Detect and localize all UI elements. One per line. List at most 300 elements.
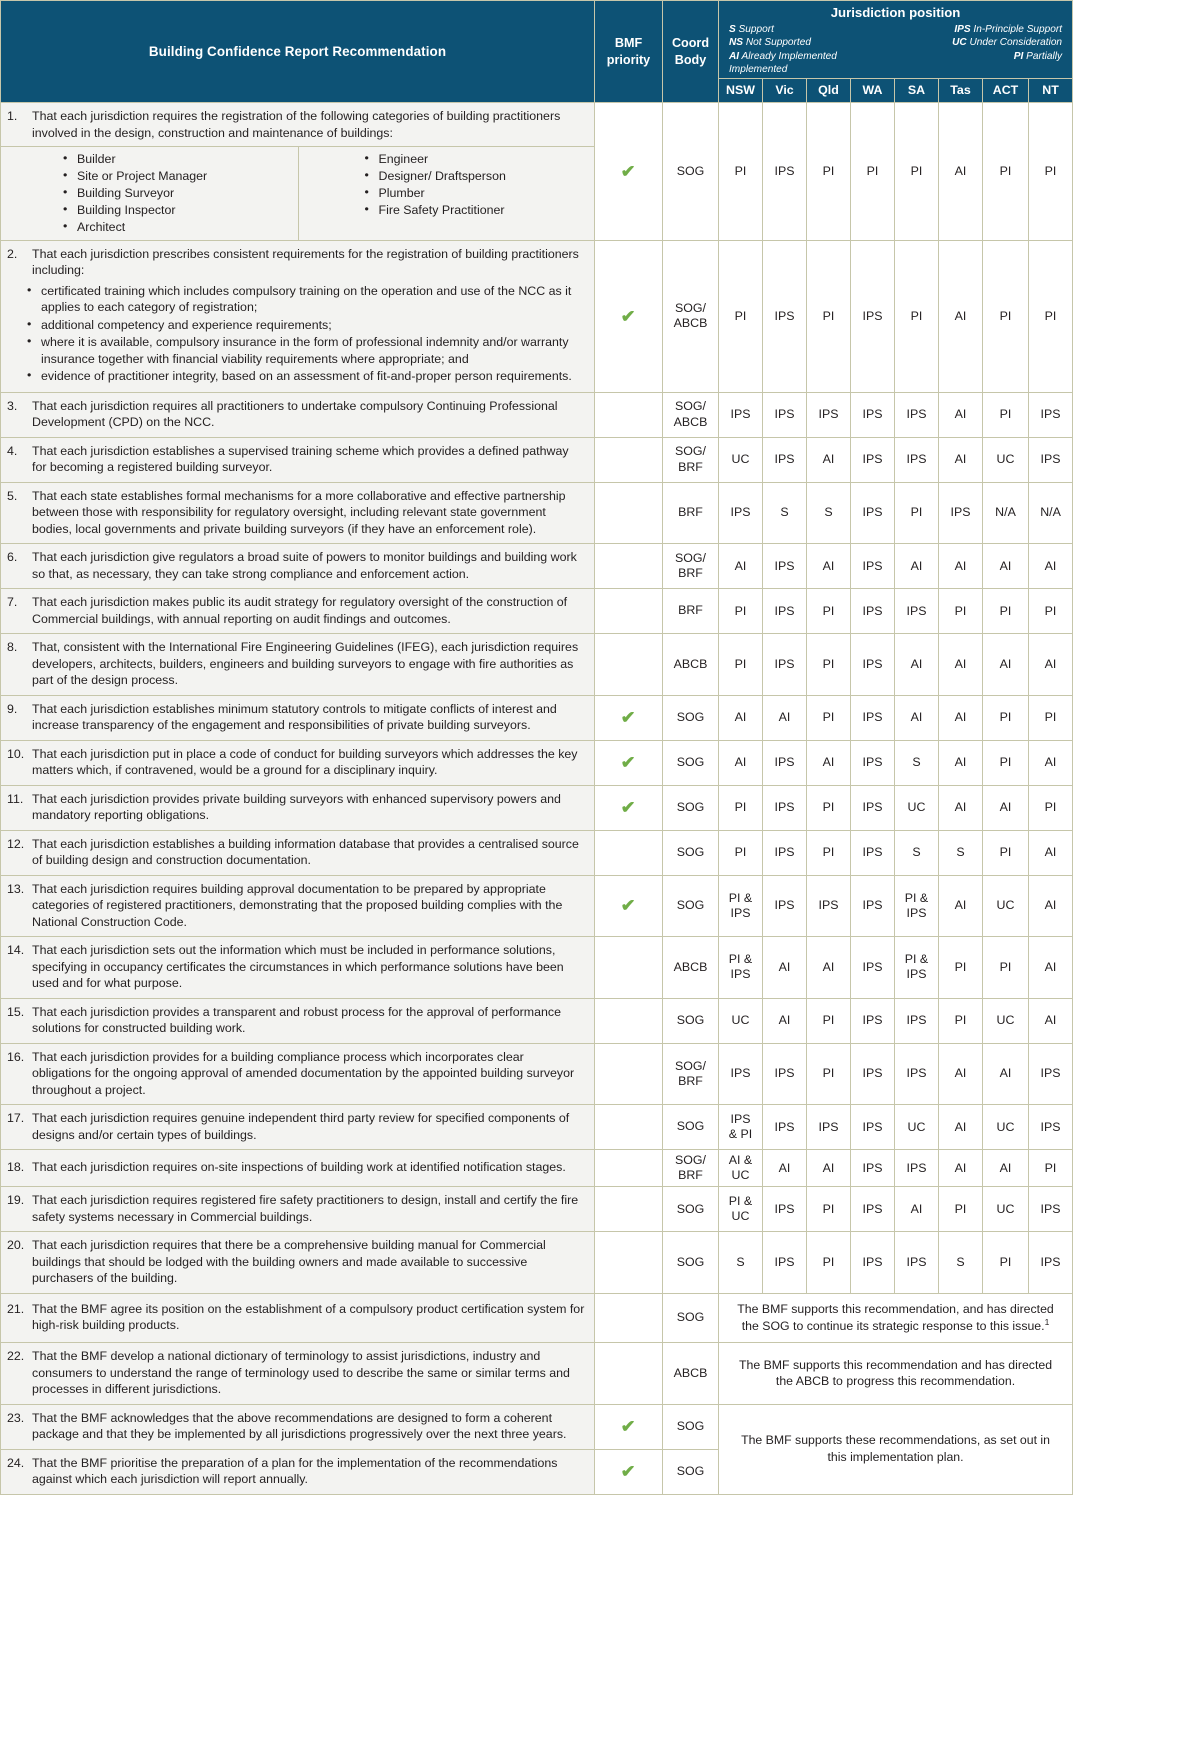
coord-body-cell: ABCB [663,634,719,696]
recommendation-cell [1,634,595,696]
practitioner-categories [1,146,594,239]
jurisdiction-position-cell: PI [719,634,763,696]
coord-body-cell: SOG/ BRF [663,437,719,482]
jurisdiction-position-cell: PI [807,103,851,240]
jurisdiction-position-cell: PI [939,998,983,1043]
jurisdiction-position-cell: IPS [763,875,807,937]
jurisdiction-position-cell: AI [939,392,983,437]
coord-body-cell: SOG [663,103,719,240]
jurisdiction-position-cell: IPS [939,482,983,544]
header-juris-vic: Vic [763,79,807,103]
recommendation-cell [1,1105,595,1150]
jurisdiction-position-cell: PI [895,482,939,544]
legend-abbr-pi: PI [1013,50,1024,62]
jurisdiction-position-cell: IPS [763,392,807,437]
jurisdiction-position-cell: IPS [851,1105,895,1150]
jurisdiction-position-cell: PI [1029,695,1073,740]
jurisdiction-position-cell: UC [983,998,1029,1043]
jurisdiction-position-cell: S [939,830,983,875]
jurisdiction-position-cell: AI [939,740,983,785]
table-row [1,830,1073,875]
jurisdiction-position-cell: AI [895,1187,939,1232]
recommendation-number: 6. [7,550,18,565]
jurisdiction-position-cell: PI [1029,240,1073,392]
recommendation-number: 9. [7,701,18,716]
jurisdiction-position-cell: IPS [1029,392,1073,437]
recommendation-text: That each jurisdiction provides a transparent and robust process for the approval of performance solutions for constructed building work. [32,1004,561,1036]
jurisdiction-position-cell: IPS [851,937,895,999]
bmf-response-note: The BMF supports this recommendation, and has directed the SOG to continue its strategic response to this issue.$^1$ [719,1293,1073,1342]
jurisdiction-position-cell: IPS [851,437,895,482]
jurisdiction-position-cell: PI [983,589,1029,634]
recommendation-cell [1,589,595,634]
coord-body-cell: SOG [663,998,719,1043]
jurisdiction-position-cell: PI [983,740,1029,785]
coord-body-cell: SOG [663,1293,719,1342]
jurisdiction-position-cell: PI & IPS [895,875,939,937]
jurisdiction-position-cell: IPS [851,240,895,392]
jurisdiction-position-cell: AI [1029,830,1073,875]
bmf-priority-cell [595,392,663,437]
recommendation-text: That each jurisdiction requires that there be a comprehensive building manual for Commercial buildings that should be lodged with the building owners and made available to successive purchasers of the building. [32,1238,546,1286]
jurisdiction-position-cell: IPS [895,998,939,1043]
legend-text-ai: Already Implemented [741,50,837,62]
header-juris-wa: WA [851,79,895,103]
jurisdiction-position-cell: AI [763,695,807,740]
legend-text-s: Support [738,24,774,35]
table-row [1,482,1073,544]
legend-abbr-ips: IPS [954,24,971,35]
practitioner-category-item: • Architect [63,219,298,236]
jurisdiction-position-cell: UC [983,1187,1029,1232]
recommendation-text: That each jurisdiction establishes a building information database that provides a centralised source of building design and construction documentation. [32,836,579,868]
recommendation-number: 7. [7,595,18,610]
jurisdiction-position-cell: AI [1029,740,1073,785]
bmf-priority-cell [595,1449,663,1494]
recommendation-cell [1,103,595,240]
recommendation-cell [1,1232,595,1294]
recommendation-text: That each jurisdiction makes public its audit strategy for regulatory oversight of the construction of Commercial buildings, with annual reporting on audit findings and outcomes. [32,595,568,626]
practitioner-category-item: • Designer/ Draftsperson [365,168,595,185]
jurisdiction-position-cell: AI [983,1043,1029,1105]
table-row [1,1150,1073,1187]
bmf-response-note: The BMF supports this recommendation and has directed the ABCB to progress this recommendation. [719,1343,1073,1405]
check-icon: ✔ [621,1417,636,1437]
recommendation-text: That each jurisdiction requires registered fire safety practitioners to design, install and certify the fire safety systems necessary in Commercial buildings. [32,1193,579,1224]
practitioner-category-item: • Plumber [365,185,595,202]
jurisdiction-position-cell: IPS [895,1150,939,1187]
recommendation-cell [1,1043,595,1105]
jurisdiction-position-cell: IPS [719,1043,763,1105]
recommendation-cell [1,998,595,1043]
jurisdiction-position-cell: S [895,830,939,875]
jurisdiction-position-cell: AI [983,1150,1029,1187]
jurisdiction-position-cell: IPS [807,875,851,937]
recommendation-cell [1,937,595,999]
coord-body-cell: ABCB [663,1343,719,1405]
recommendation-number: 12. [7,836,25,851]
bmf-priority-cell [595,634,663,696]
recommendation-bullet: • where it is available, compulsory insurance in the form of professional indemnity and/or warranty insurance together with financial viability requirements where appropriate; and [27,334,586,367]
coord-body-cell: ABCB [663,937,719,999]
table-row [1,544,1073,589]
jurisdiction-position-cell: IPS [1029,1232,1073,1294]
coord-body-cell: SOG [663,830,719,875]
header-juris-qld: Qld [807,79,851,103]
recommendation-text: That each jurisdiction provides for a building compliance process which incorporates clear obligations for the ongoing approval of amended documentation by the appointed building surveyor throughout a project. [32,1049,575,1097]
table-row [1,875,1073,937]
jurisdiction-position-cell: IPS [763,740,807,785]
jurisdiction-position-cell: IPS & PI [719,1105,763,1150]
bmf-priority-cell [595,589,663,634]
jurisdiction-position-cell: PI [807,1043,851,1105]
jurisdiction-position-cell: PI & UC [719,1187,763,1232]
bmf-priority-cell [595,1187,663,1232]
recommendation-number: 1. [7,109,18,124]
coord-body-cell: SOG [663,740,719,785]
jurisdiction-position-cell: IPS [763,103,807,240]
jurisdiction-position-title: Jurisdiction position [830,5,961,20]
jurisdiction-position-cell: AI [1029,875,1073,937]
jurisdiction-position-cell: IPS [763,1105,807,1150]
recommendation-cell [1,740,595,785]
jurisdiction-position-cell: AI [719,695,763,740]
legend-abbr-s: S [729,24,736,35]
check-icon: ✔ [621,896,636,916]
recommendation-text: That each jurisdiction requires building approval documentation to be prepared by appropriate categories of registered practitioners, demonstrating that the proposed building complies with the National Construction Code. [32,881,563,929]
recommendation-text: That each jurisdiction requires genuine independent third party review for specified components of designs and/or certain types of buildings. [32,1111,570,1142]
recommendation-number: 15. [7,1004,25,1019]
table-header [1,1,1073,103]
jurisdiction-position-cell: AI [939,240,983,392]
jurisdiction-position-cell: AI [895,695,939,740]
header-coord-body-line1: Coord [671,35,710,50]
jurisdiction-position-cell: IPS [763,785,807,830]
recommendation-bullet: • evidence of practitioner integrity, based on an assessment of fit-and-proper person requirements. [27,368,586,385]
legend-tail: Implemented [729,63,788,75]
bmf-priority-cell [595,1343,663,1405]
jurisdiction-position-cell: IPS [851,998,895,1043]
recommendation-text: That each jurisdiction requires on-site inspections of building work at identified notification stages. [32,1160,566,1175]
legend-row-2 [727,36,1064,49]
jurisdiction-position-cell: IPS [851,875,895,937]
jurisdiction-position-cell: IPS [851,785,895,830]
recommendation-bullet: • certificated training which includes compulsory training on the operation and use of the NCC as it applies to each category of registration; [27,283,586,316]
jurisdiction-position-cell: AI [939,437,983,482]
jurisdiction-position-cell: N/A [1029,482,1073,544]
jurisdiction-position-cell: AI [807,1150,851,1187]
recommendation-text: That each jurisdiction provides private building surveyors with enhanced supervisory powers and mandatory reporting obligations. [32,791,561,823]
coord-body-cell: BRF [663,589,719,634]
bmf-priority-cell [595,875,663,937]
recommendation-text: That each jurisdiction requires the registration of the following categories of building practitioners involved in the design, construction and maintenance of buildings: [32,109,561,140]
bmf-priority-cell [595,544,663,589]
jurisdiction-position-cell: AI [763,937,807,999]
jurisdiction-position-cell: PI [983,695,1029,740]
coord-body-cell: SOG/ BRF [663,1150,719,1187]
recommendation-number: 17. [7,1111,25,1126]
jurisdiction-position-cell: PI [983,103,1029,240]
jurisdiction-position-cell: AI [983,544,1029,589]
recommendation-cell [1,1293,595,1342]
jurisdiction-position-cell: UC [983,875,1029,937]
jurisdiction-position-cell: PI [807,785,851,830]
bmf-priority-cell [595,785,663,830]
header-bmf-priority-line2: priority [606,52,651,67]
jurisdiction-position-cell: IPS [851,695,895,740]
jurisdiction-position-cell: PI [807,695,851,740]
jurisdiction-position-cell: AI [895,634,939,696]
jurisdiction-position-cell: IPS [851,740,895,785]
check-icon: ✔ [621,753,636,773]
recommendation-number: 5. [7,488,18,503]
header-recommendation: Building Confidence Report Recommendation [1,1,595,103]
coord-body-cell: SOG [663,875,719,937]
jurisdiction-position-cell: PI [851,103,895,240]
jurisdiction-position-cell: IPS [851,634,895,696]
jurisdiction-position-cell: UC [983,1105,1029,1150]
jurisdiction-position-cell: PI [983,392,1029,437]
recommendation-number: 16. [7,1049,25,1064]
recommendation-text: That, consistent with the International Fire Engineering Guidelines (IFEG), each jurisdiction requires developers, architects, builders, engineers and building surveyors to engage with fire authorities as part of the design process. [32,640,579,688]
jurisdiction-position-cell: AI [939,875,983,937]
coord-body-cell: BRF [663,482,719,544]
bmf-priority-cell [595,998,663,1043]
table-row [1,1404,1073,1449]
recommendation-number: 3. [7,398,18,413]
jurisdiction-position-cell: PI [807,998,851,1043]
recommendation-cell [1,1404,595,1449]
jurisdiction-position-cell: IPS [851,1232,895,1294]
jurisdiction-position-cell: PI [719,785,763,830]
jurisdiction-position-cell: IPS [851,392,895,437]
recommendation-text: That each jurisdiction prescribes consistent requirements for the registration of building practitioners including: [32,246,579,278]
recommendation-number: 21. [7,1301,25,1316]
table-row [1,1187,1073,1232]
header-juris-sa: SA [895,79,939,103]
legend-text-pi: Partially [1026,50,1063,62]
table-row [1,589,1073,634]
jurisdiction-position-cell: S [939,1232,983,1294]
jurisdiction-position-cell: IPS [719,392,763,437]
jurisdiction-position-cell: AI [939,1105,983,1150]
jurisdiction-position-cell: AI [939,695,983,740]
jurisdiction-position-cell: AI [939,785,983,830]
coord-body-cell: SOG [663,1449,719,1494]
practitioner-category-item: • Fire Safety Practitioner [365,202,595,219]
jurisdiction-position-cell: IPS [763,589,807,634]
recommendation-cell [1,1187,595,1232]
bmf-priority-cell [595,437,663,482]
coord-body-cell: SOG/ BRF [663,1043,719,1105]
table-body [1,103,1073,1494]
jurisdiction-position-cell: UC [983,437,1029,482]
recommendation-text: That each jurisdiction establishes a supervised training scheme which provides a defined pathway for becoming a registered building surveyor. [32,443,569,475]
header-juris-nt: NT [1029,79,1073,103]
recommendation-number: 13. [7,881,25,896]
jurisdiction-position-cell: AI [939,103,983,240]
recommendation-cell [1,544,595,589]
header-jurisdiction-position [719,1,1073,79]
practitioner-category-item: • Site or Project Manager [63,168,298,185]
jurisdiction-position-cell: PI [807,1187,851,1232]
recommendation-text: That each jurisdiction establishes minimum statutory controls to mitigate conflicts of interest and increase transparency of the engagement and responsibilities of private building surveyors. [32,701,557,733]
jurisdiction-position-cell: PI [983,1232,1029,1294]
table-row [1,240,1073,392]
legend-abbr-ai: AI [729,50,740,62]
jurisdiction-position-cell: AI [807,544,851,589]
recommendation-bullet: • additional competency and experience requirements; [27,317,586,334]
jurisdiction-position-cell: PI [1029,589,1073,634]
jurisdiction-position-cell: UC [895,1105,939,1150]
jurisdiction-position-cell: UC [719,998,763,1043]
jurisdiction-position-cell: PI [807,240,851,392]
jurisdiction-position-cell: IPS [895,437,939,482]
recommendation-number: 14. [7,943,25,958]
recommendation-cell [1,437,595,482]
footnote-marker: 1 [1044,1317,1050,1328]
recommendation-number: 19. [7,1193,25,1208]
jurisdiction-position-cell: AI [763,998,807,1043]
jurisdiction-position-cell: IPS [719,482,763,544]
practitioner-category-item: • Engineer [365,151,595,168]
recommendation-number: 24. [7,1455,25,1470]
jurisdiction-position-cell: S [719,1232,763,1294]
legend-abbr-ns: NS [729,37,744,49]
recommendation-text: That each jurisdiction give regulators a broad suite of powers to monitor buildings and building work so that, as necessary, they can take strong compliance and enforcement action. [32,550,577,581]
recommendation-text: That the BMF agree its position on the establishment of a compulsory product certification system for high-risk building products. [32,1301,585,1333]
jurisdiction-position-cell: AI [807,437,851,482]
bmf-priority-cell [595,695,663,740]
jurisdiction-position-cell: IPS [851,1150,895,1187]
jurisdiction-position-cell: IPS [763,830,807,875]
jurisdiction-position-cell: IPS [1029,1105,1073,1150]
header-juris-act: ACT [983,79,1029,103]
jurisdiction-position-cell: PI & IPS [719,937,763,999]
jurisdiction-position-cell: IPS [851,1043,895,1105]
coord-body-cell: SOG [663,695,719,740]
jurisdiction-position-cell: AI [983,785,1029,830]
recommendation-cell [1,1150,595,1187]
recommendation-number: 11. [7,791,24,806]
jurisdiction-position-cell: IPS [763,1232,807,1294]
recommendation-cell [1,875,595,937]
jurisdiction-position-cell: UC [895,785,939,830]
jurisdiction-position-cell: AI [807,937,851,999]
jurisdiction-position-cell: N/A [983,482,1029,544]
coord-body-cell: SOG [663,1232,719,1294]
recommendation-number: 18. [7,1160,25,1175]
jurisdiction-position-cell: IPS [763,437,807,482]
recommendation-number: 23. [7,1410,25,1425]
recommendation-cell [1,695,595,740]
table-row [1,785,1073,830]
check-icon: ✔ [621,161,636,181]
recommendation-number: 10. [7,746,25,761]
jurisdiction-position-cell: AI [719,740,763,785]
recommendation-text: That each jurisdiction sets out the information which must be included in performance solutions, specifying in occupancy certificates the circumstances in which performance solutions have been used and for what purpose. [32,943,564,991]
jurisdiction-position-cell: PI [895,103,939,240]
coord-body-cell: SOG/ ABCB [663,392,719,437]
jurisdiction-position-cell: AI [1029,937,1073,999]
recommendation-cell [1,785,595,830]
jurisdiction-position-cell: IPS [1029,1043,1073,1105]
table-row [1,1343,1073,1405]
jurisdiction-position-cell: IPS [851,482,895,544]
table-row [1,695,1073,740]
table-row [1,740,1073,785]
jurisdiction-position-cell: PI [807,830,851,875]
recommendation-text: That each jurisdiction put in place a code of conduct for building surveyors which addresses the key matters which, if contravened, would be a ground for a disciplinary inquiry. [32,746,578,778]
bmf-priority-cell [595,1043,663,1105]
jurisdiction-position-cell: PI [719,830,763,875]
recommendation-text: That the BMF acknowledges that the above recommendations are designed to form a coherent package and that they be implemented by all jurisdictions progressively over the next three years. [32,1410,567,1442]
recommendation-text: That each state establishes formal mechanisms for a more collaborative and effective partnership between those with responsibility for regulatory oversight, including relevant state government bodies, local governments and private building surveyors (if they have an enforcement role). [32,488,566,536]
jurisdiction-position-cell: AI [1029,998,1073,1043]
header-juris-tas: Tas [939,79,983,103]
recommendation-number: 4. [7,443,18,458]
recommendation-number: 20. [7,1238,25,1253]
bmf-priority-cell [595,830,663,875]
table-row [1,1293,1073,1342]
jurisdiction-position-cell: IPS [1029,437,1073,482]
bmf-priority-cell [595,103,663,240]
jurisdiction-position-cell: AI [939,1043,983,1105]
jurisdiction-position-cell: AI [939,1150,983,1187]
table-row [1,1105,1073,1150]
jurisdiction-position-cell: PI [983,937,1029,999]
jurisdiction-position-cell: AI [719,544,763,589]
jurisdiction-position-cell: PI [939,937,983,999]
jurisdiction-position-cell: IPS [895,1043,939,1105]
header-juris-nsw: NSW [719,79,763,103]
coord-body-cell: SOG [663,1187,719,1232]
recommendation-cell [1,392,595,437]
practitioner-category-item: • Builder [63,151,298,168]
coord-body-cell: SOG [663,785,719,830]
table-row [1,1232,1073,1294]
check-icon: ✔ [621,306,636,326]
recommendation-cell [1,1449,595,1494]
practitioner-category-item: • Building Inspector [63,202,298,219]
legend-abbr-uc: UC [952,37,967,49]
jurisdiction-position-cell: AI [895,544,939,589]
recommendation-cell [1,482,595,544]
coord-body-cell: SOG/ BRF [663,544,719,589]
table-row [1,103,1073,240]
jurisdiction-position-cell: S [807,482,851,544]
jurisdiction-position-cell: IPS [895,589,939,634]
jurisdiction-position-cell: AI [807,740,851,785]
jurisdiction-position-cell: AI & UC [719,1150,763,1187]
jurisdiction-position-cell: PI [719,589,763,634]
check-icon: ✔ [621,1462,636,1482]
table-row [1,937,1073,999]
jurisdiction-position-cell: S [895,740,939,785]
recommendation-number: 2. [7,246,18,261]
jurisdiction-position-cell: IPS [1029,1187,1073,1232]
jurisdiction-position-cell: IPS [763,634,807,696]
jurisdiction-position-cell: PI [807,1232,851,1294]
jurisdiction-position-cell: IPS [763,240,807,392]
jurisdiction-position-cell: IPS [763,1043,807,1105]
jurisdiction-position-cell: IPS [807,392,851,437]
recommendation-number: 22. [7,1349,25,1364]
bmf-priority-cell [595,1293,663,1342]
recommendation-text: That the BMF develop a national dictionary of terminology to assist jurisdictions, industry and consumers to understand the range of terminology used to describe the same or similar terms and processes in different jurisdictions. [32,1349,570,1397]
bmf-priority-cell [595,1105,663,1150]
check-icon: ✔ [621,798,636,818]
